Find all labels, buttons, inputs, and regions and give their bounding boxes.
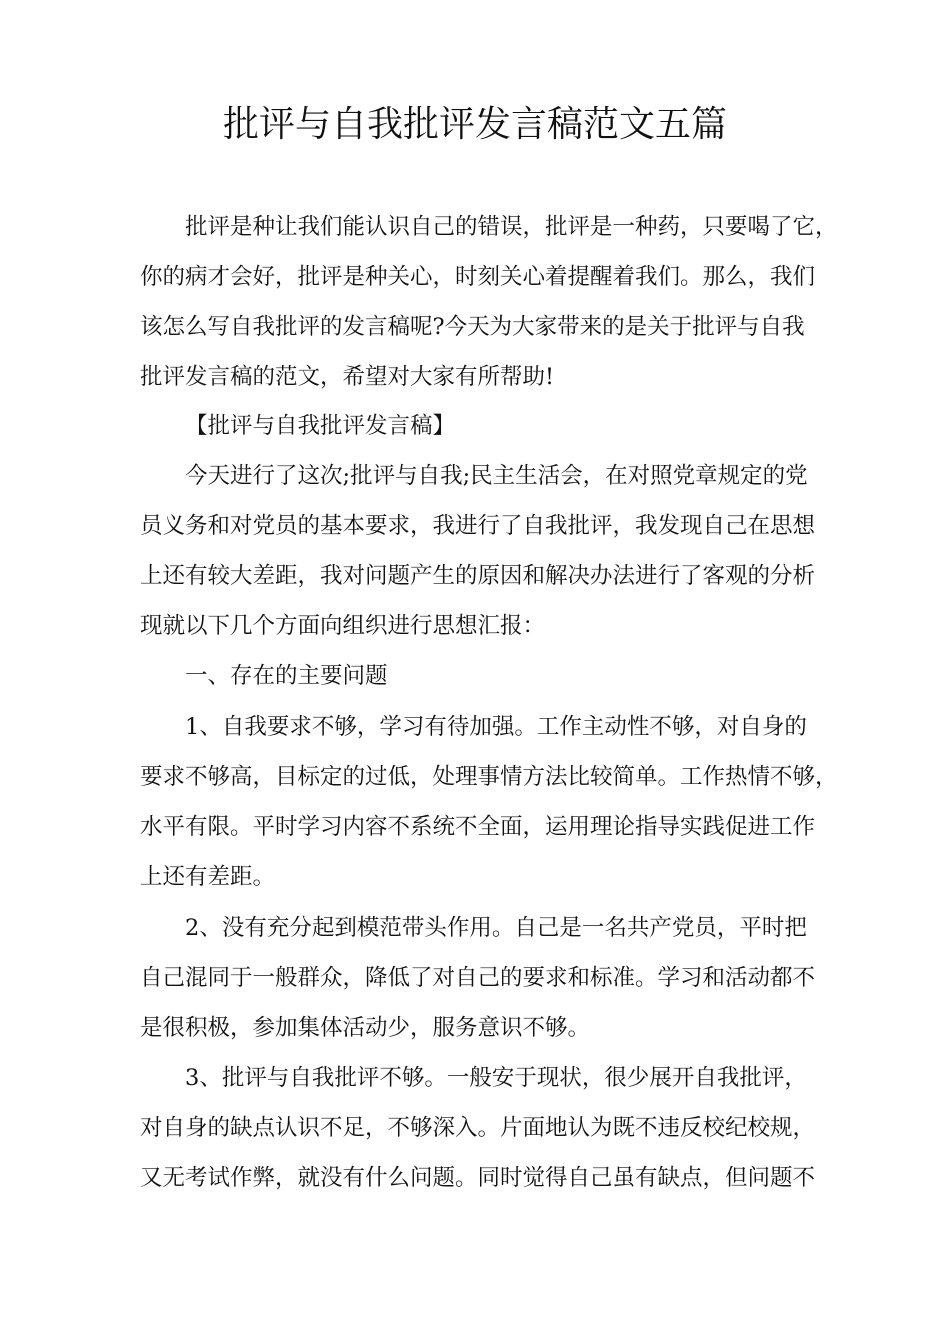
section-heading: 【批评与自我批评发言稿】	[185, 413, 456, 439]
paragraph-line: 现就以下几个方面向组织进行思想汇报：	[140, 613, 546, 639]
paragraph-line: 水平有限。平时学习内容不系统不全面，运用理论指导实践促进工作	[140, 814, 816, 840]
paragraph-line: 3、批评与自我批评不够。一般安于现状，很少展开自我批评，	[185, 1065, 807, 1091]
paragraph-line: 又无考试作弊，就没有什么问题。同时觉得自己虽有缺点，但问题不	[140, 1165, 816, 1191]
paragraph-line: 1、自我要求不够，学习有待加强。工作主动性不够，对自身的	[185, 714, 807, 740]
paragraph-line: 对自身的缺点认识不足，不够深入。片面地认为既不违反校纪校规，	[140, 1115, 816, 1141]
paragraph-line: 要求不够高，目标定的过低，处理事情方法比较简单。工作热情不够，	[140, 764, 838, 790]
document-title: 批评与自我批评发言稿范文五篇	[222, 104, 727, 145]
paragraph-line: 上还有较大差距，我对问题产生的原因和解决办法进行了客观的分析	[140, 563, 816, 589]
paragraph-line: 2、没有充分起到模范带头作用。自己是一名共产党员，平时把	[185, 915, 807, 941]
paragraph-line: 批评发言稿的范文，希望对大家有所帮助!	[140, 364, 555, 390]
paragraph-line: 员义务和对党员的基本要求，我进行了自我批评，我发现自己在思想	[140, 513, 816, 539]
paragraph-line: 今天进行了这次;批评与自我;民主生活会，在对照党章规定的党	[185, 463, 808, 489]
paragraph-line: 你的病才会好，批评是种关心，时刻关心着提醒着我们。那么，我们	[140, 264, 816, 290]
paragraph-line: 自己混同于一般群众，降低了对自己的要求和标准。学习和活动都不	[140, 965, 816, 991]
paragraph-line: 上还有差距。	[140, 864, 276, 890]
paragraph-line: 是很积极，参加集体活动少，服务意识不够。	[140, 1015, 591, 1041]
paragraph-line: 批评是种让我们能认识自己的错误，批评是一种药，只要喝了它，	[185, 214, 838, 240]
section-heading: 一、存在的主要问题	[185, 663, 388, 689]
paragraph-line: 该怎么写自我批评的发言稿呢?今天为大家带来的是关于批评与自我	[140, 314, 805, 340]
